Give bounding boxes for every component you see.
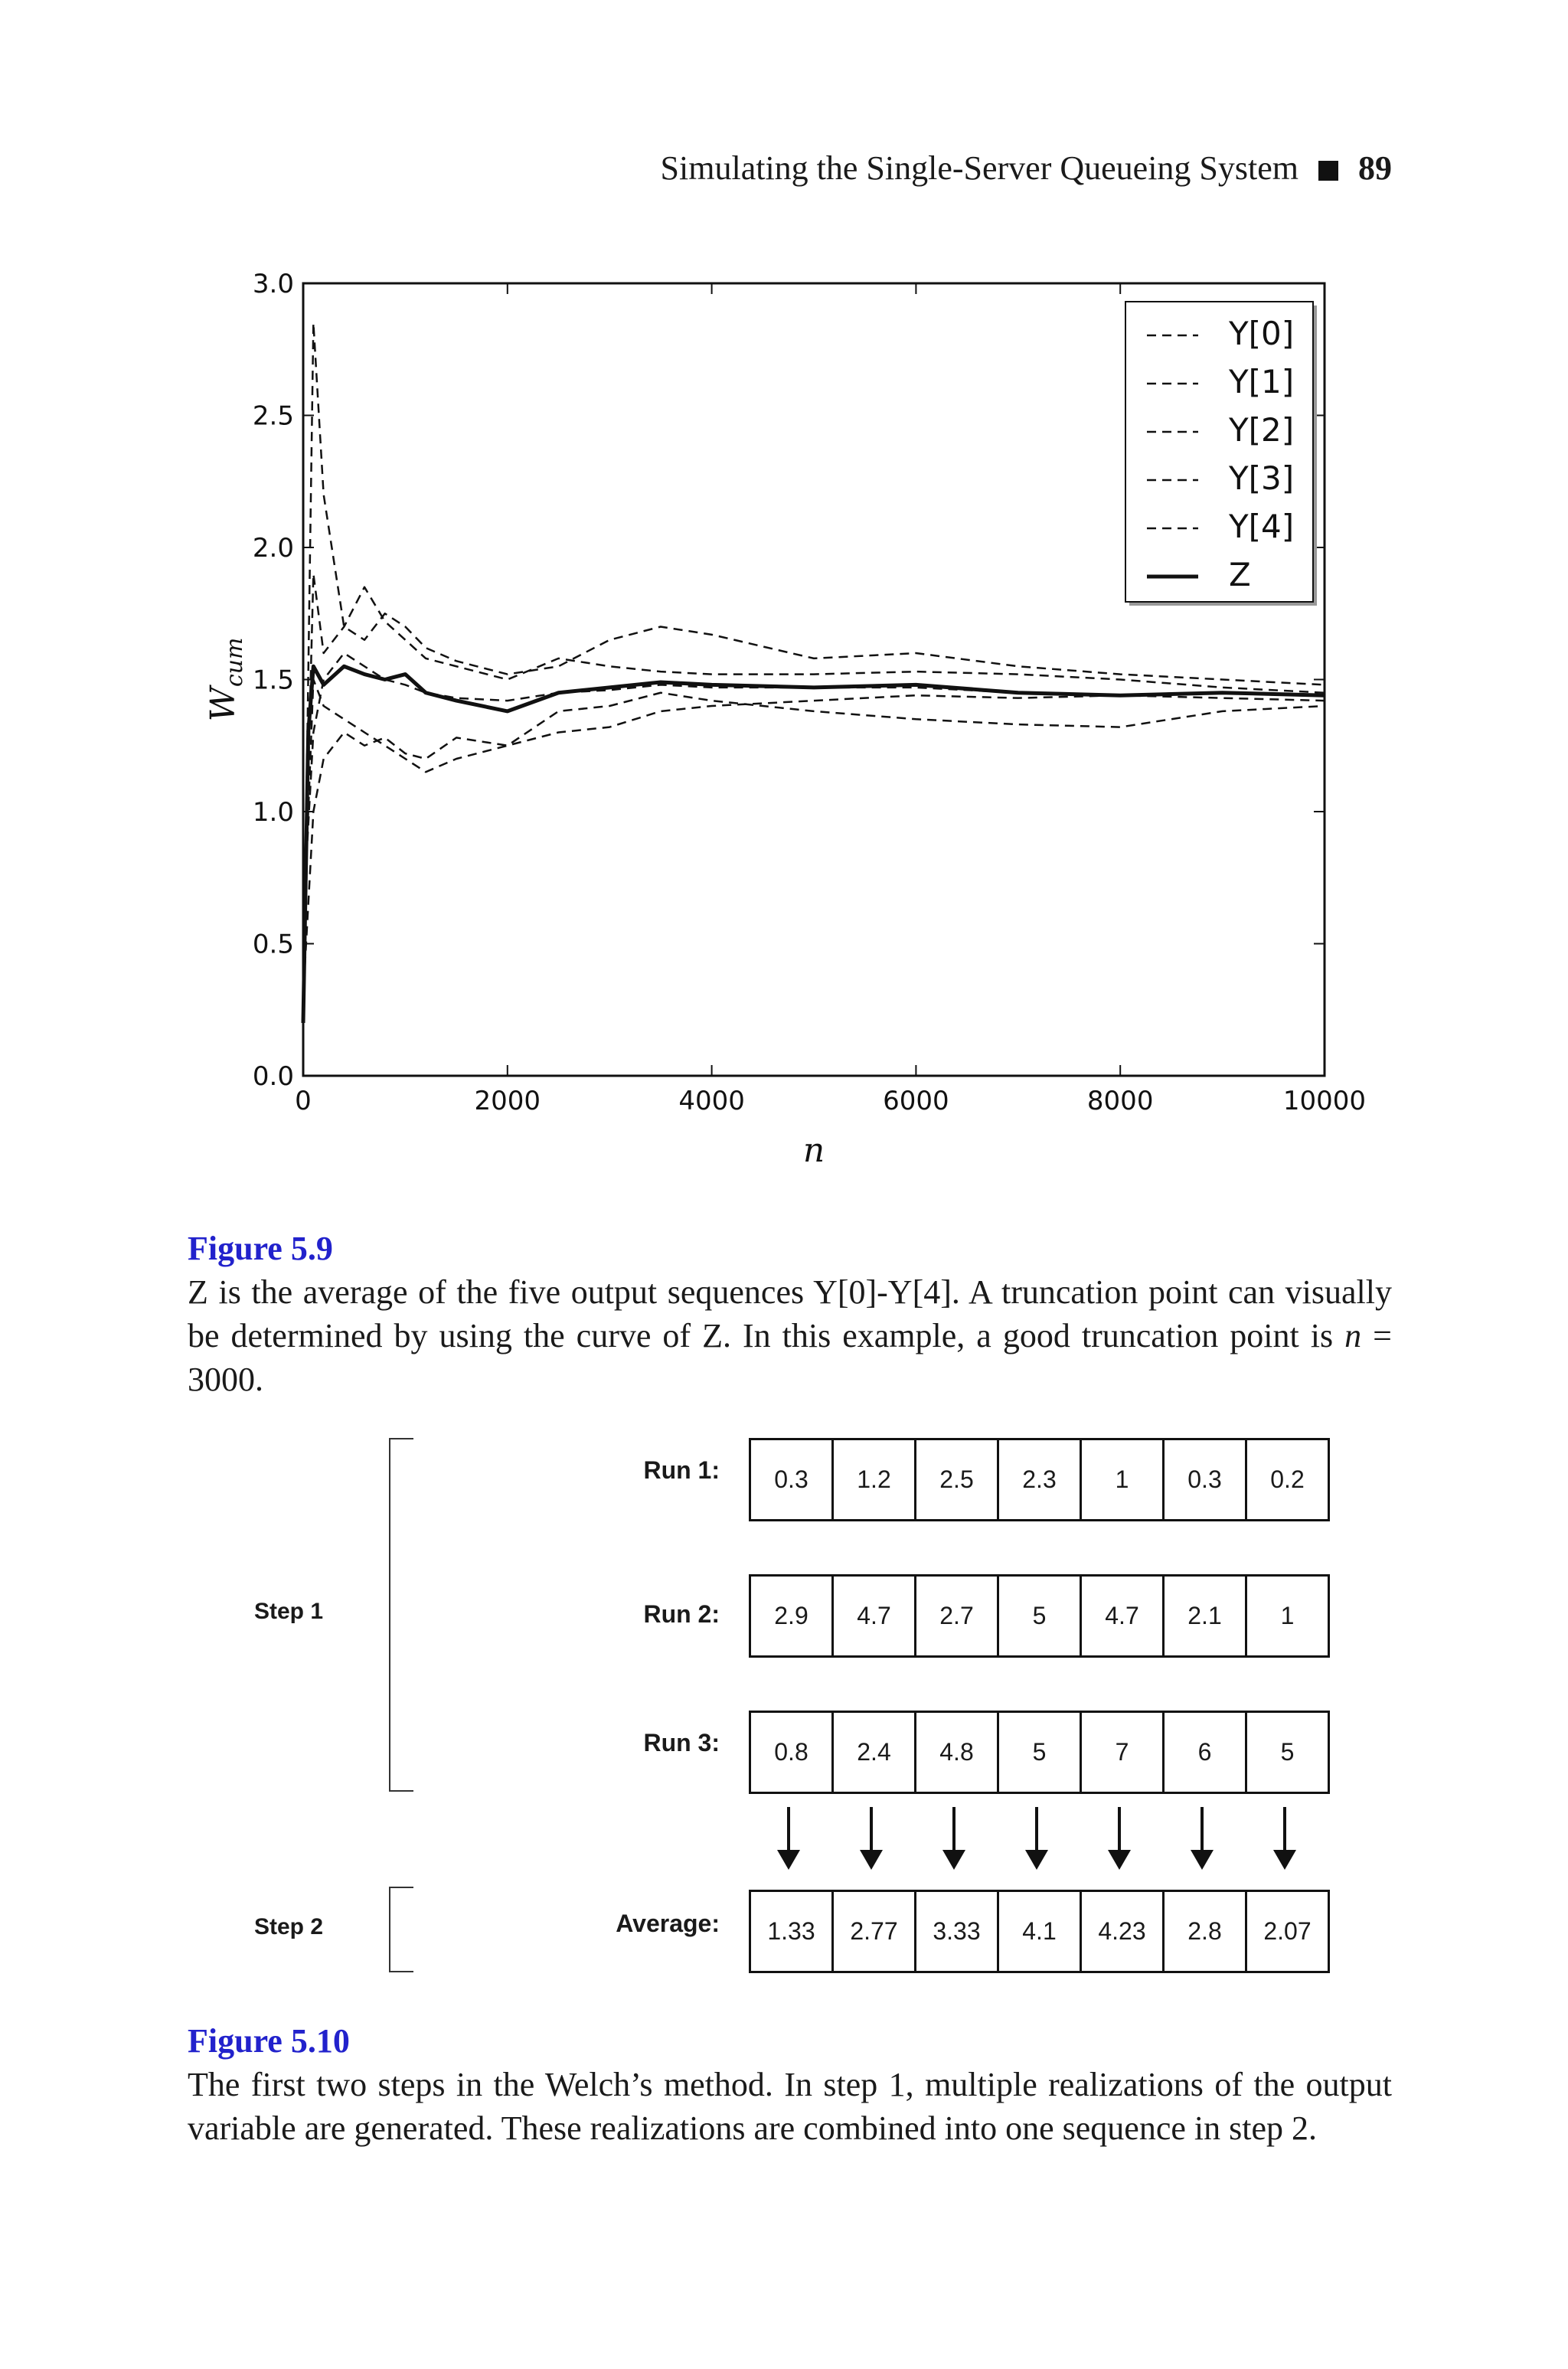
run2-cell: 1: [1280, 1602, 1295, 1629]
page-number: 89: [1358, 149, 1392, 187]
run2-cell: 2.1: [1165, 1577, 1247, 1655]
run3-cell: 0.8: [751, 1713, 834, 1792]
average-cell: 2.07: [1263, 1917, 1312, 1945]
caption-main: Z is the average of the five output sequences Y[0]-Y[4]. A truncation point can visually be determined by using the curve of Z. In this example, a good truncation point is: [188, 1273, 1392, 1354]
run3-cell: 4.8: [916, 1713, 999, 1792]
legend-label: Y[1]: [1229, 363, 1295, 400]
legend-label: Y[2]: [1229, 411, 1295, 449]
run3-cell: 6: [1165, 1713, 1247, 1792]
run1-cell: 1: [1082, 1440, 1165, 1519]
step1-label: Step 1: [254, 1599, 324, 1624]
x-tick-label: 6000: [883, 1086, 949, 1116]
run1-cell: 2.5: [916, 1440, 999, 1519]
down-arrow-icon: [870, 1807, 873, 1853]
running-head: [536, 147, 1392, 190]
y-tick-label: 0.0: [252, 1061, 294, 1092]
series-line-y1: [303, 574, 1325, 971]
x-tick-label: 0: [295, 1086, 312, 1116]
run2-row: [749, 1574, 1330, 1658]
run3-cell: 2.4: [834, 1713, 916, 1792]
down-arrow-icon: [1118, 1807, 1121, 1853]
series-line-y3: [303, 693, 1325, 997]
run2-label: Run 2:: [643, 1600, 720, 1628]
run3-cell: 5: [999, 1713, 1082, 1792]
x-axis-label: n: [802, 1131, 825, 1170]
y-tick-label: 0.5: [252, 929, 294, 960]
step1-bracket: [389, 1438, 413, 1792]
figure-5-10-caption: The first two steps in the Welch’s method. In step 1, multiple realizations of the output variable are generated. These realizations are combined into one sequence in step 2.: [188, 2066, 1392, 2147]
run2-cell: 2.9: [751, 1577, 834, 1655]
run2-cell: 2.7: [916, 1577, 999, 1655]
average-cell: 3.33: [916, 1892, 999, 1971]
run2-cell: 4.7: [834, 1577, 916, 1655]
x-tick-label: 8000: [1086, 1086, 1154, 1116]
average-label: Average:: [616, 1910, 720, 1937]
y-tick-label: 2.5: [252, 400, 294, 432]
down-arrow-icon: [1283, 1807, 1286, 1853]
average-cell: 4.1: [999, 1892, 1082, 1971]
run1-cell: 1.2: [834, 1440, 916, 1519]
run2-cell: 4.7: [1082, 1577, 1165, 1655]
run1-row: [749, 1438, 1330, 1521]
run3-cell: 7: [1082, 1713, 1165, 1792]
x-tick-label: 10000: [1282, 1086, 1367, 1116]
square-bullet-icon: [1318, 161, 1338, 181]
run1-cell: 2.3: [999, 1440, 1082, 1519]
average-cell: 2.77: [834, 1892, 916, 1971]
x-tick-label: 2000: [474, 1086, 541, 1116]
legend-label: Y[3]: [1229, 459, 1295, 497]
run1-label: Run 1:: [643, 1456, 720, 1484]
figure-5-9-chart: [0, 260, 1568, 1179]
series-line-z: [303, 666, 1325, 1023]
run3-row: [749, 1711, 1330, 1794]
series-line-y4: [303, 680, 1325, 944]
run1-cell: 0.3: [1165, 1440, 1247, 1519]
y-tick-label: 2.0: [252, 533, 294, 564]
run1-cell: 0.3: [751, 1440, 834, 1519]
legend-label: Z: [1229, 556, 1251, 593]
legend-label: Y[0]: [1229, 315, 1295, 352]
x-tick-label: 4000: [678, 1086, 745, 1116]
caption-var: n: [1344, 1317, 1362, 1354]
down-arrow-icon: [787, 1807, 790, 1853]
down-arrow-icon: [1200, 1807, 1204, 1853]
y-tick-label: 3.0: [252, 269, 294, 299]
down-arrow-icon: [952, 1807, 956, 1853]
figure-5-10-diagram: [0, 1424, 1568, 1991]
run2-cell: 5: [999, 1577, 1082, 1655]
y-tick-label: 1.0: [252, 797, 294, 828]
y-tick-label: 1.5: [252, 665, 294, 696]
run3-cell: 5: [1280, 1738, 1295, 1766]
caption-tail: = 3000.: [188, 1317, 1392, 1398]
figure-5-9-label: Figure 5.9: [188, 1230, 333, 1267]
legend-label: Y[4]: [1229, 508, 1295, 545]
y-axis-label: $W_{cum}$: [204, 637, 248, 722]
run3-label: Run 3:: [643, 1729, 720, 1756]
running-title: Simulating the Single-Server Queueing System: [660, 149, 1298, 187]
y-axis-label-subscript: cum: [221, 637, 248, 688]
run1-cell: 0.2: [1270, 1466, 1305, 1493]
down-arrow-icon: [1035, 1807, 1038, 1853]
figure-5-9-caption: [188, 1270, 1392, 1401]
step2-bracket: [389, 1887, 413, 1972]
average-cell: 2.8: [1165, 1892, 1247, 1971]
average-cell: 4.23: [1082, 1892, 1165, 1971]
figure-5-10-label: Figure 5.10: [188, 2022, 350, 2060]
average-row: [749, 1890, 1330, 1973]
average-cell: 1.33: [751, 1892, 834, 1971]
step2-label: Step 2: [254, 1914, 324, 1939]
